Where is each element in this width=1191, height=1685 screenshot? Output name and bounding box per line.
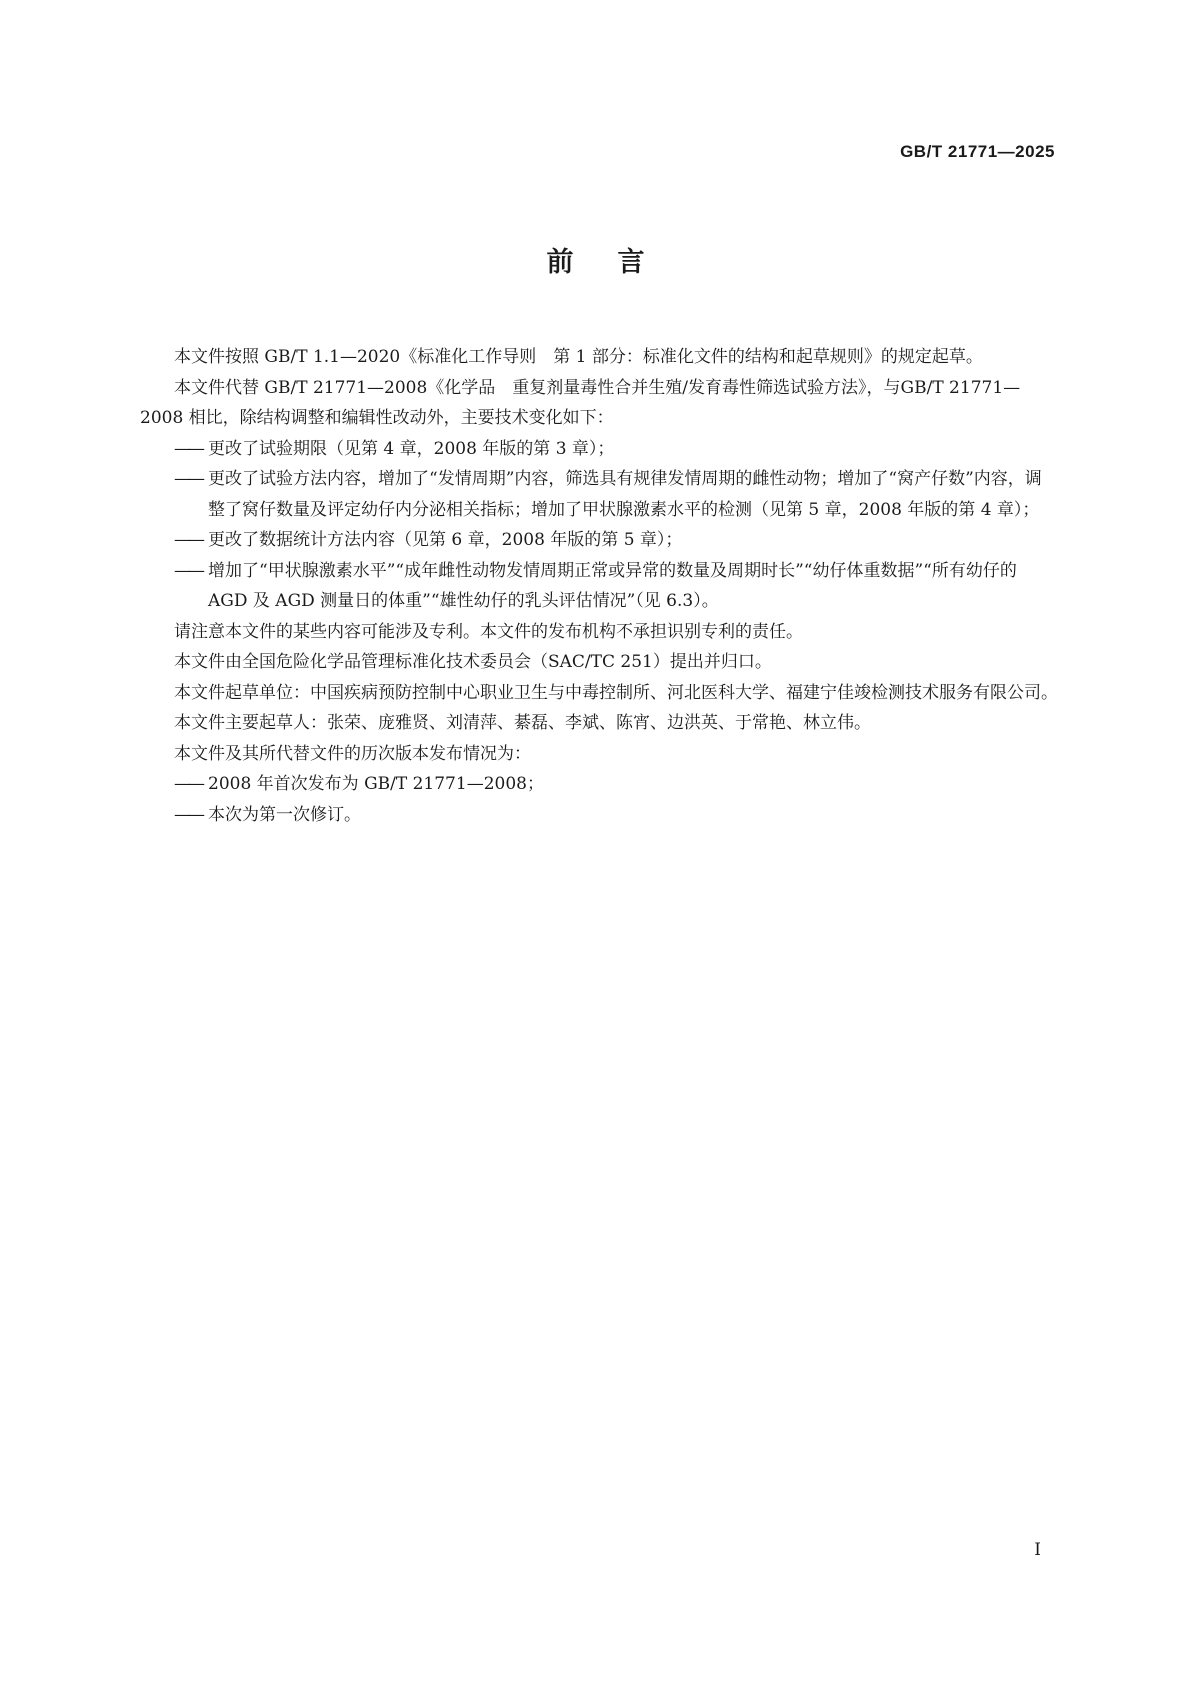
history-item <box>140 800 1058 831</box>
foreword-body <box>140 342 1058 830</box>
dash-marker: —— <box>174 804 202 825</box>
paragraph-replacement: 本文件代替 GB/T 21771—2008《化学品 重复剂量毒性合并生殖/发育毒性筛选试验方法》，与GB/T 21771—2008 相比，除结构调整和编辑性改动外，主要技术变化如下： <box>140 377 1021 428</box>
change-item <box>140 556 1058 617</box>
change-item-text: 更改了数据统计方法内容（见第 6 章，2008 年版的第 5 章）； <box>208 530 683 550</box>
paragraph-drafters: 本文件主要起草人：张荣、庞雅贤、刘清萍、綦磊、李斌、陈宵、边洪英、于常艳、林立伟。 <box>174 713 871 733</box>
dash-marker: —— <box>174 774 202 794</box>
change-item-text: 增加了“甲状腺激素水平”“成年雌性动物发情周期正常或异常的数量及周期时长”“幼仔体重数据”“所有幼仔的 AGD 及 AGD 测量日的体重”“雄性幼仔的乳头评估情况”（见 6.3）。 <box>208 560 1017 611</box>
change-item-text: 更改了试验方法内容，增加了“发情周期”内容，筛选具有规律发情周期的雌性动物；增加了“窝产仔数”内容，调整了窝仔数量及评定幼仔内分泌相关指标；增加了甲状腺激素水平的检测（见第 5 章，2008 年版的第 4 章）； <box>208 469 1042 520</box>
paragraph-history-intro: 本文件及其所代替文件的历次版本发布情况为： <box>174 743 531 764</box>
paragraph-patent-notice: 请注意本文件的某些内容可能涉及专利。本文件的发布机构不承担识别专利的责任。 <box>174 621 803 642</box>
page-number: I <box>1034 1540 1041 1560</box>
change-item <box>140 464 1058 525</box>
paragraph-drafting-units: 本文件起草单位：中国疾病预防控制中心职业卫生与中毒控制所、河北医科大学、福建宁佳竣检测技术服务有限公司。 <box>174 682 1058 703</box>
dash-marker: —— <box>174 438 202 459</box>
paragraph-drafting-rules: 本文件按照 GB/T 1.1—2020《标准化工作导则 第 1 部分：标准化文件的结构和起草规则》的规定起草。 <box>174 347 983 367</box>
change-item <box>140 434 1058 465</box>
paragraph-proposer: 本文件由全国危险化学品管理标准化技术委员会（SAC/TC 251）提出并归口。 <box>174 652 772 672</box>
standard-number: GB/T 21771—2025 <box>900 142 1055 161</box>
history-item <box>140 769 1058 800</box>
dash-marker: —— <box>174 469 202 489</box>
page-title: 前言 <box>546 247 689 278</box>
dash-marker: —— <box>174 560 202 581</box>
history-item-text: 本次为第一次修订。 <box>208 804 361 825</box>
dash-marker: —— <box>174 530 202 550</box>
change-item-text: 更改了试验期限（见第 4 章，2008 年版的第 3 章）； <box>208 438 615 459</box>
history-item-text: 2008 年首次发布为 GB/T 21771—2008； <box>208 774 544 794</box>
change-item <box>140 525 1058 556</box>
